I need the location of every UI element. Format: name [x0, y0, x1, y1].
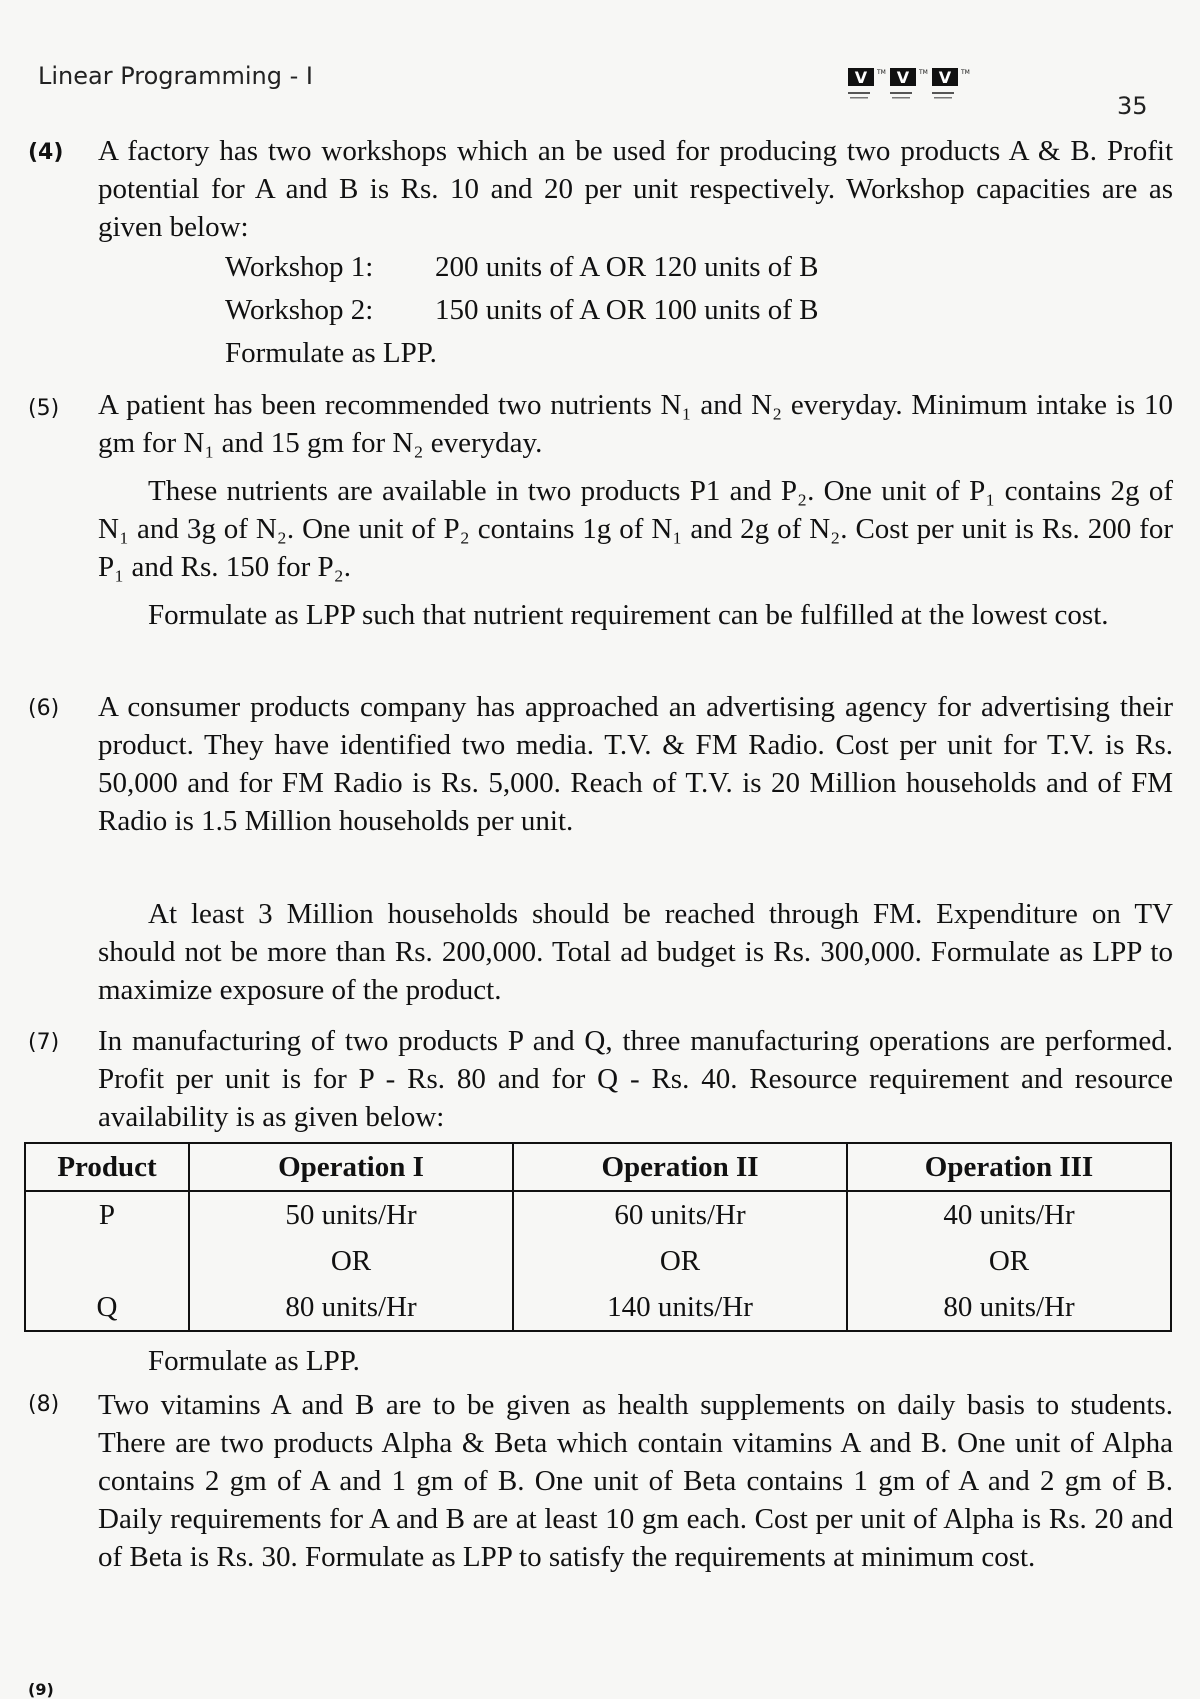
table-header-row — [25, 1143, 1171, 1191]
question-5-text-1: A patient has been recommended two nutrients N₁ and N₂ everyday. Minimum intake is 10 gm for N₁ and 15 gm for N₂ everyday. — [98, 389, 1173, 459]
logo-letter: V — [938, 68, 952, 87]
question-7-text: In manufacturing of two products P and Q, three manufacturing operations are performed. Profit per unit is for P - Rs. 80 and for Q - Rs. 40. Resource requirement and resource availability is as given below: — [98, 1025, 1173, 1133]
workshop-name: Workshop 1: — [225, 251, 374, 283]
running-title: Linear Programming - I — [38, 62, 313, 90]
workshop-capacity-list — [225, 246, 819, 375]
table-cell: OR — [847, 1238, 1171, 1284]
workshop-row — [225, 246, 819, 289]
question-number: (6) — [28, 696, 60, 721]
operations-table — [24, 1142, 1172, 1332]
question-number: (8) — [28, 1392, 60, 1417]
workshop-capacity: 200 units of A OR 120 units of B — [435, 251, 819, 283]
vvv-logo-icon — [846, 66, 976, 106]
table-cell: 140 units/Hr — [513, 1284, 847, 1331]
question-6-text-1: A consumer products company has approached an advertising agency for advertising their product. They have identified two media. T.V. & FM Radio. Cost per unit for T.V. is Rs. 50,000 and for FM Radio is Rs. 5,000. Reach of T.V. is 20 Million households and of FM Radio is 1.5 Million households per unit. — [98, 691, 1173, 837]
table-row — [25, 1284, 1171, 1331]
logo-tm: TM — [877, 69, 886, 76]
table-cell: Q — [25, 1284, 189, 1331]
page-number: 35 — [1117, 92, 1148, 120]
question-6-text-2: At least 3 Million households should be reached through FM. Expenditure on TV should not be more than Rs. 200,000. Total ad budget is Rs. 300,000. Formulate as LPP to maximize exposure of the product. — [98, 898, 1173, 1006]
workshop-name: Workshop 2: — [225, 294, 374, 326]
publisher-logo — [846, 66, 976, 106]
table-cell: OR — [189, 1238, 513, 1284]
question-number: (5) — [28, 396, 60, 421]
column-header: Operation II — [513, 1143, 847, 1191]
logo-letter: V — [854, 68, 868, 87]
next-question-number-partial: (9) — [28, 1680, 54, 1699]
question-8-text: Two vitamins A and B are to be given as health supplements on daily basis to students. There are two products Alpha & Beta which contain vitamins A and B. One unit of Alpha contains 2 gm of A and 1 gm of B. One unit of Beta contains 1 gm of A and 2 gm of B. Daily requirements for A and B are at least 10 gm each. Cost per unit of Alpha is Rs. 20 and of Beta is Rs. 30. Formulate as LPP to satisfy the requirements at minimum cost. — [98, 1389, 1173, 1573]
logo-tm: TM — [961, 69, 970, 76]
question-5-text-3: Formulate as LPP such that nutrient requirement can be fulfilled at the lowest cost. — [148, 599, 1109, 631]
column-header: Operation III — [847, 1143, 1171, 1191]
table-cell: 80 units/Hr — [847, 1284, 1171, 1331]
table-cell: 60 units/Hr — [513, 1191, 847, 1238]
table-row — [25, 1191, 1171, 1238]
table-cell: P — [25, 1191, 189, 1238]
column-header: Product — [25, 1143, 189, 1191]
workshop-row — [225, 289, 819, 332]
table-cell — [25, 1238, 189, 1284]
question-number: (7) — [28, 1030, 60, 1055]
question-4-text: A factory has two workshops which an be used for producing two products A & B. Profit potential for A and B is Rs. 10 and 20 per unit respectively. Workshop capacities are as given below: — [98, 135, 1173, 243]
column-header: Operation I — [189, 1143, 513, 1191]
workshop-capacity: 150 units of A OR 100 units of B — [435, 294, 819, 326]
table-cell: OR — [513, 1238, 847, 1284]
question-5-text-2: These nutrients are available in two products P1 and P₂. One unit of P₁ contains 2g of N₁ and 3g of N₂. One unit of P₂ contains 1g of N₁ and 2g of N₂. Cost per unit is Rs. 200 for P₁ and Rs. 150 for P₂. — [98, 475, 1173, 583]
question-number: (4) — [28, 140, 64, 165]
logo-tm: TM — [919, 69, 928, 76]
table-cell: 40 units/Hr — [847, 1191, 1171, 1238]
table-row — [25, 1238, 1171, 1284]
question-7-instruction: Formulate as LPP. — [148, 1345, 360, 1377]
table-cell: 80 units/Hr — [189, 1284, 513, 1331]
table-cell: 50 units/Hr — [189, 1191, 513, 1238]
question-4-instruction: Formulate as LPP. — [225, 337, 437, 369]
logo-letter: V — [896, 68, 910, 87]
